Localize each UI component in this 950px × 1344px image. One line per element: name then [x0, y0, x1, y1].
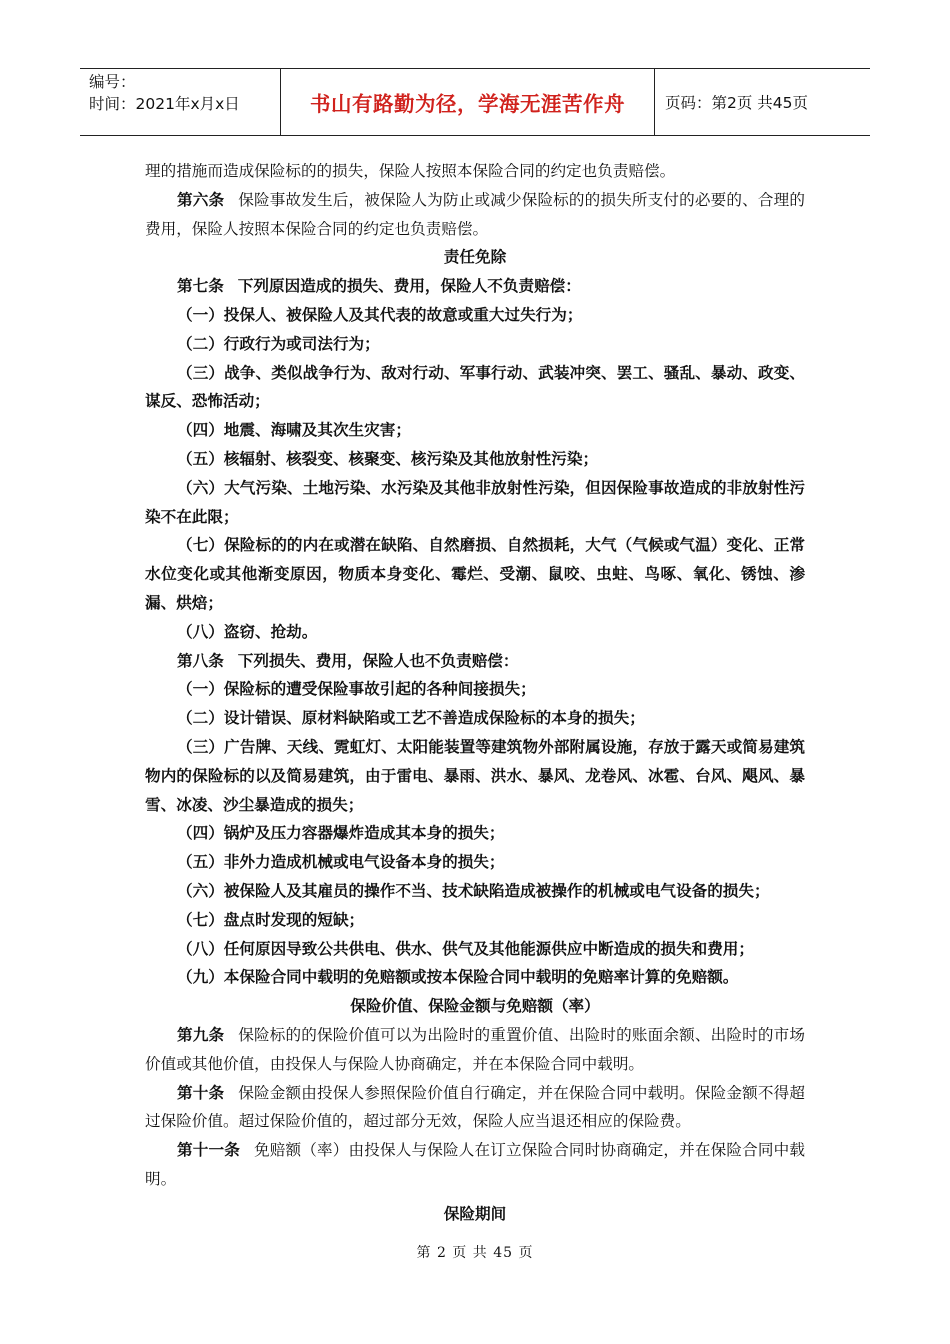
paragraph-continuation: 理的措施而造成保险标的的损失，保险人按照本保险合同的约定也负责赔偿。 [145, 162, 676, 180]
list-item: （四）锅炉及压力容器爆炸造成其本身的损失； [177, 823, 505, 843]
article-label: 第八条 [177, 650, 224, 670]
article-9 [145, 1021, 805, 1079]
page-header [80, 68, 870, 136]
list-item: （八）盗窃、抢劫。 [177, 621, 318, 641]
list-item: （三）战争、类似战争行为、敌对行动、军事行动、武装冲突、罢工、骚乱、暴动、政变、谋反、恐怖活动； [145, 362, 805, 411]
article-text: 保险金额由投保人参照保险价值自行确定，并在保险合同中载明。保险金额不得超过保险价值。超过保险价值的，超过部分无效，保险人应当退还相应的保险费。 [145, 1083, 805, 1131]
article-10 [145, 1079, 805, 1137]
article-text: 下列原因造成的损失、费用，保险人不负责赔偿： [237, 276, 581, 296]
list-item: （五）核辐射、核裂变、核聚变、核污染及其他放射性污染； [177, 448, 599, 468]
list-item: （八）任何原因导致公共供电、供水、供气及其他能源供应中断造成的损失和费用； [177, 938, 754, 958]
list-item: （七）盘点时发现的短缺； [177, 909, 365, 929]
list-item: （二）设计错误、原材料缺陷或工艺不善造成保险标的本身的损失； [177, 708, 645, 728]
header-motto: 书山有路勤为径，学海无涯苦作舟 [280, 69, 655, 135]
article-label: 第七条 [177, 276, 224, 296]
article-label: 第十一条 [177, 1140, 240, 1160]
list-item: （三）广告牌、天线、霓虹灯、太阳能装置等建筑物外部附属设施，存放于露天或简易建筑物内的保险标的以及简易建筑，由于雷电、暴雨、洪水、暴风、龙卷风、冰雹、台风、飓风、暴雪、冰凌、沙尘暴造成的损失； [145, 736, 805, 814]
list-item: （九）本保险合同中载明的免赔额或按本保险合同中载明的免赔率计算的免赔额。 [177, 967, 739, 987]
list-item: （四）地震、海啸及其次生灾害； [177, 420, 411, 440]
list-item: （六）被保险人及其雇员的操作不当、技术缺陷造成被操作的机械或电气设备的损失； [177, 880, 770, 900]
article-8 [145, 647, 805, 676]
article-text: 保险事故发生后，被保险人为防止或减少保险标的的损失所支付的必要的、合理的费用，保险人按照本保险合同的约定也负责赔偿。 [145, 190, 805, 238]
header-page-info: 页码：第2页 共45页 [665, 94, 809, 112]
document-body [145, 157, 805, 1228]
header-meta [80, 69, 280, 135]
article-label: 第九条 [177, 1024, 225, 1044]
section-heading-insurance-period: 保险期间 [443, 1203, 507, 1223]
section-heading-exclusions: 责任免除 [443, 247, 507, 267]
article-label: 第六条 [177, 189, 225, 209]
article-text: 下列损失、费用，保险人也不负责赔偿： [237, 650, 519, 670]
article-label: 第十条 [177, 1082, 225, 1102]
section-heading-insured-value: 保险价值、保险金额与免赔额（率） [350, 996, 600, 1016]
list-item: （六）大气污染、土地污染、水污染及其他非放射性污染，但因保险事故造成的非放射性污染不在此限； [145, 477, 805, 526]
article-text: 保险标的的保险价值可以为出险时的重置价值、出险时的账面余额、出险时的市场价值或其他价值，由投保人与保险人协商确定，并在本保险合同中载明。 [145, 1025, 805, 1073]
article-6 [145, 186, 805, 244]
article-11 [145, 1136, 805, 1194]
list-item: （五）非外力造成机械或电气设备本身的损失； [177, 852, 505, 872]
article-text: 免赔额（率）由投保人与保险人在订立保险合同时协商确定，并在保险合同中载明。 [145, 1141, 805, 1188]
document-date: 时间：2021年x月x日 [89, 95, 240, 113]
document-number-label: 编号： [89, 73, 136, 91]
list-item: （一）投保人、被保险人及其代表的故意或重大过失行为； [177, 304, 583, 324]
list-item: （二）行政行为或司法行为； [177, 333, 380, 353]
article-7 [145, 272, 805, 301]
list-item: （七）保险标的的内在或潜在缺陷、自然磨损、自然损耗，大气（气候或气温）变化、正常水位变化或其他渐变原因，物质本身变化、霉烂、受潮、鼠咬、虫蛀、鸟啄、氧化、锈蚀、渗漏、烘焙； [145, 535, 805, 612]
page-footer: 第 2 页 共 45 页 [416, 1245, 534, 1261]
list-item: （一）保险标的遭受保险事故引起的各种间接损失； [177, 679, 536, 699]
